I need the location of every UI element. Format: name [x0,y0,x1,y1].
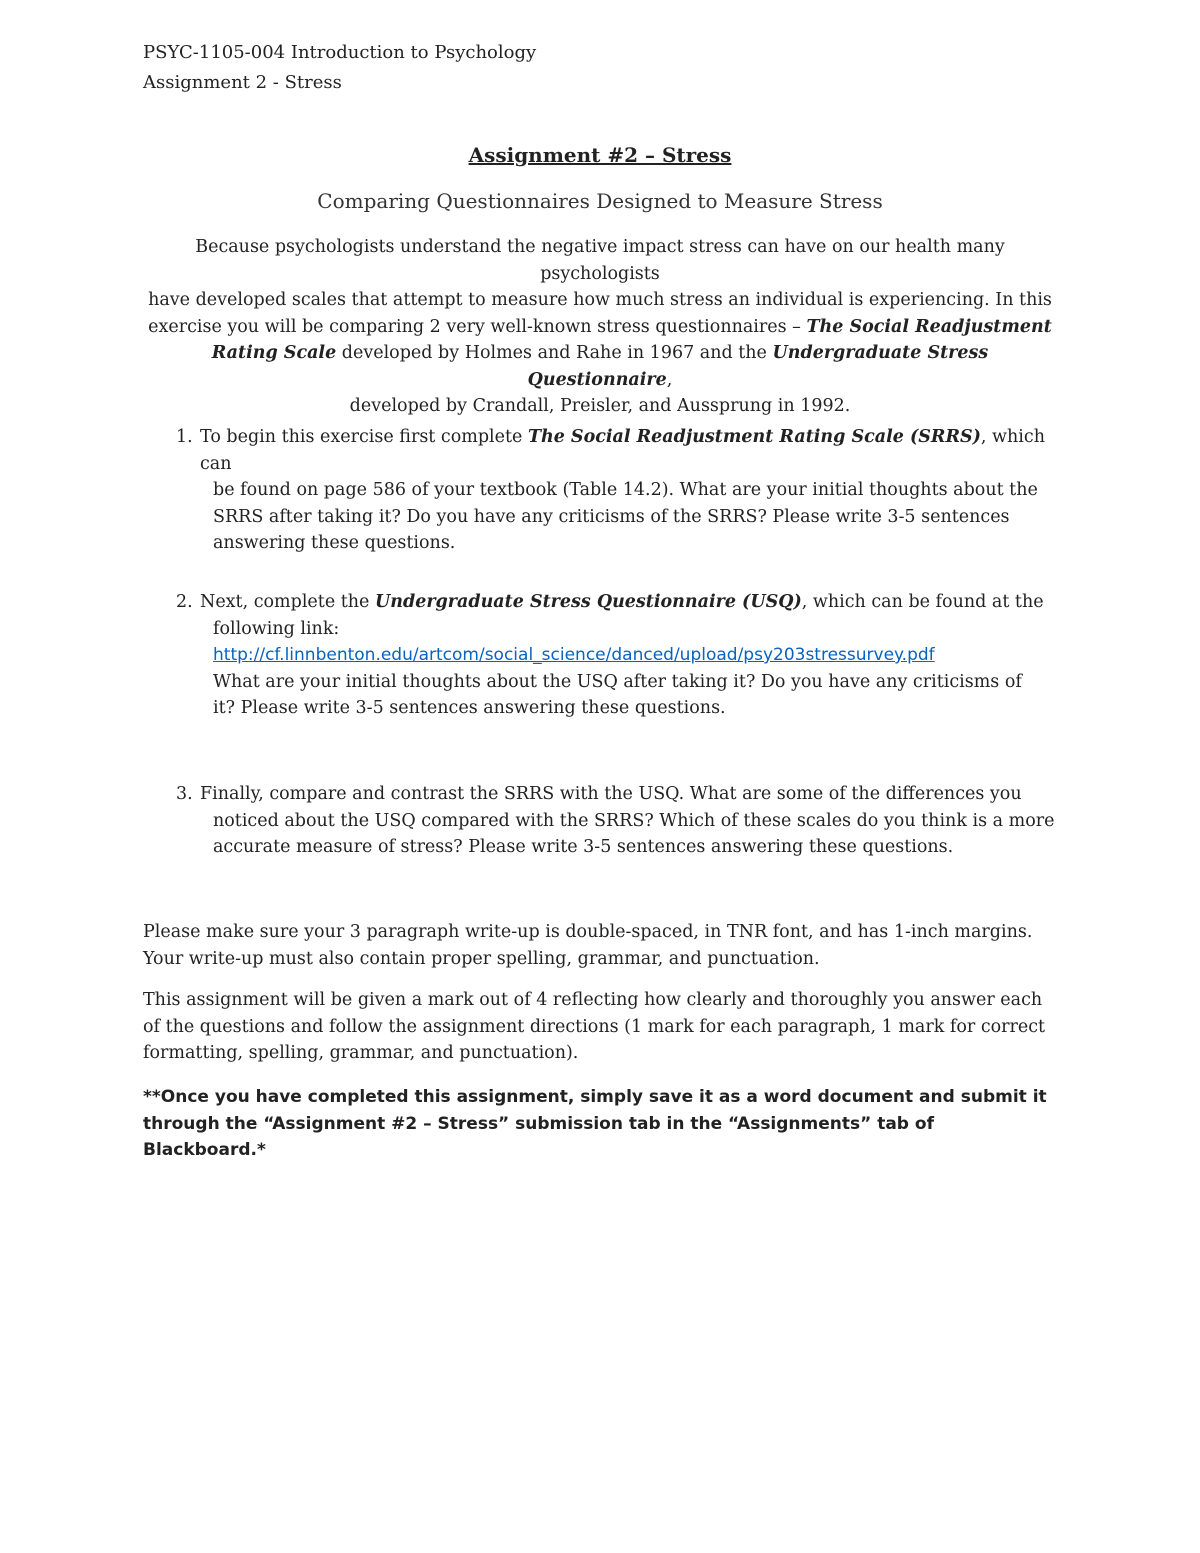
srrs-title: The Social Readjustment [806,316,1052,337]
question-line: following link: [213,618,340,639]
document-subtitle: Comparing Questionnaires Designed to Measure Stress [317,189,883,213]
question-text: , which can be found at the [801,592,1044,612]
srrs-name: The Social Readjustment Rating Scale (SRRS) [527,427,981,447]
question-line [176,642,1056,669]
question-line [176,589,1056,616]
intro-text: , [666,369,673,390]
question-3 [176,781,1056,861]
intro-text: developed by Holmes and Rahe in 1967 and the [336,343,773,363]
assignment-header: Assignment 2 - Stress [143,72,342,93]
question-line: Finally, compare and contrast the SRRS with the USQ. What are some of the differences you [200,784,1022,804]
usq-title: Undergraduate Stress Questionnaire [527,343,989,390]
document-title: Assignment #2 – Stress [468,143,732,167]
intro-paragraph [143,234,1057,420]
question-1 [176,424,1056,557]
question-line: SRRS after taking it? Do you have any criticisms of the SRRS? Please write 3-5 sentences [213,506,1010,527]
question-line: accurate measure of stress? Please write 3-5 sentences answering these questions. [213,837,954,857]
question-line [176,424,1056,477]
question-text: , which can [200,427,1045,474]
question-number: 1. [176,427,193,447]
grading-instructions: This assignment will be given a mark out of 4 reflecting how clearly and thoroughly you answer each of the questions and follow the assignment directions (1 mark for each paragraph, 1 mark for correct formatting, spelling, grammar, and punctuation). [143,990,1046,1063]
question-text: To begin this exercise first complete [200,427,528,447]
question-line: answering these questions. [213,533,456,553]
question-number: 3. [176,784,193,804]
question-text: Next, complete the [200,592,375,612]
intro-line [143,340,1057,393]
question-2 [176,589,1056,722]
usq-name: Undergraduate Stress Questionnaire (USQ) [374,592,802,612]
usq-survey-link[interactable]: http://cf.linnbenton.edu/artcom/social_science/danced/upload/psy203stressurvey.pdf [213,645,935,665]
srrs-title-cont: Rating Scale [211,343,337,363]
intro-line: developed by Crandall, Preisler, and Aussprung in 1992. [349,396,851,416]
intro-text: exercise you will be comparing 2 very well-known stress questionnaires – [148,316,807,337]
intro-line: have developed scales that attempt to measure how much stress an individual is experiencing. In this [148,290,1052,310]
submission-instructions: **Once you have completed this assignment, simply save it as a word document and submit it through the “Assignment #2 – Stress” submission tab in the “Assignments” tab of Blackboard.* [143,1087,1047,1160]
course-header: PSYC-1105-004 Introduction to Psychology [143,42,537,63]
question-line: it? Please write 3-5 sentences answering these questions. [213,698,726,718]
question-line: be found on page 586 of your textbook (Table 14.2). What are your initial thoughts about the [213,480,1038,500]
formatting-instructions: Please make sure your 3 paragraph write-up is double-spaced, in TNR font, and has 1-inch margins. Your write-up must also contain proper spelling, grammar, and punctuation. [143,922,1033,969]
question-number: 2. [176,592,193,612]
intro-line: Because psychologists understand the negative impact stress can have on our health many psychologists [195,237,1005,284]
question-line: What are your initial thoughts about the USQ after taking it? Do you have any criticisms of [213,671,1022,692]
question-line: noticed about the USQ compared with the SRRS? Which of these scales do you think is a more [213,810,1055,831]
intro-line [143,314,1057,341]
